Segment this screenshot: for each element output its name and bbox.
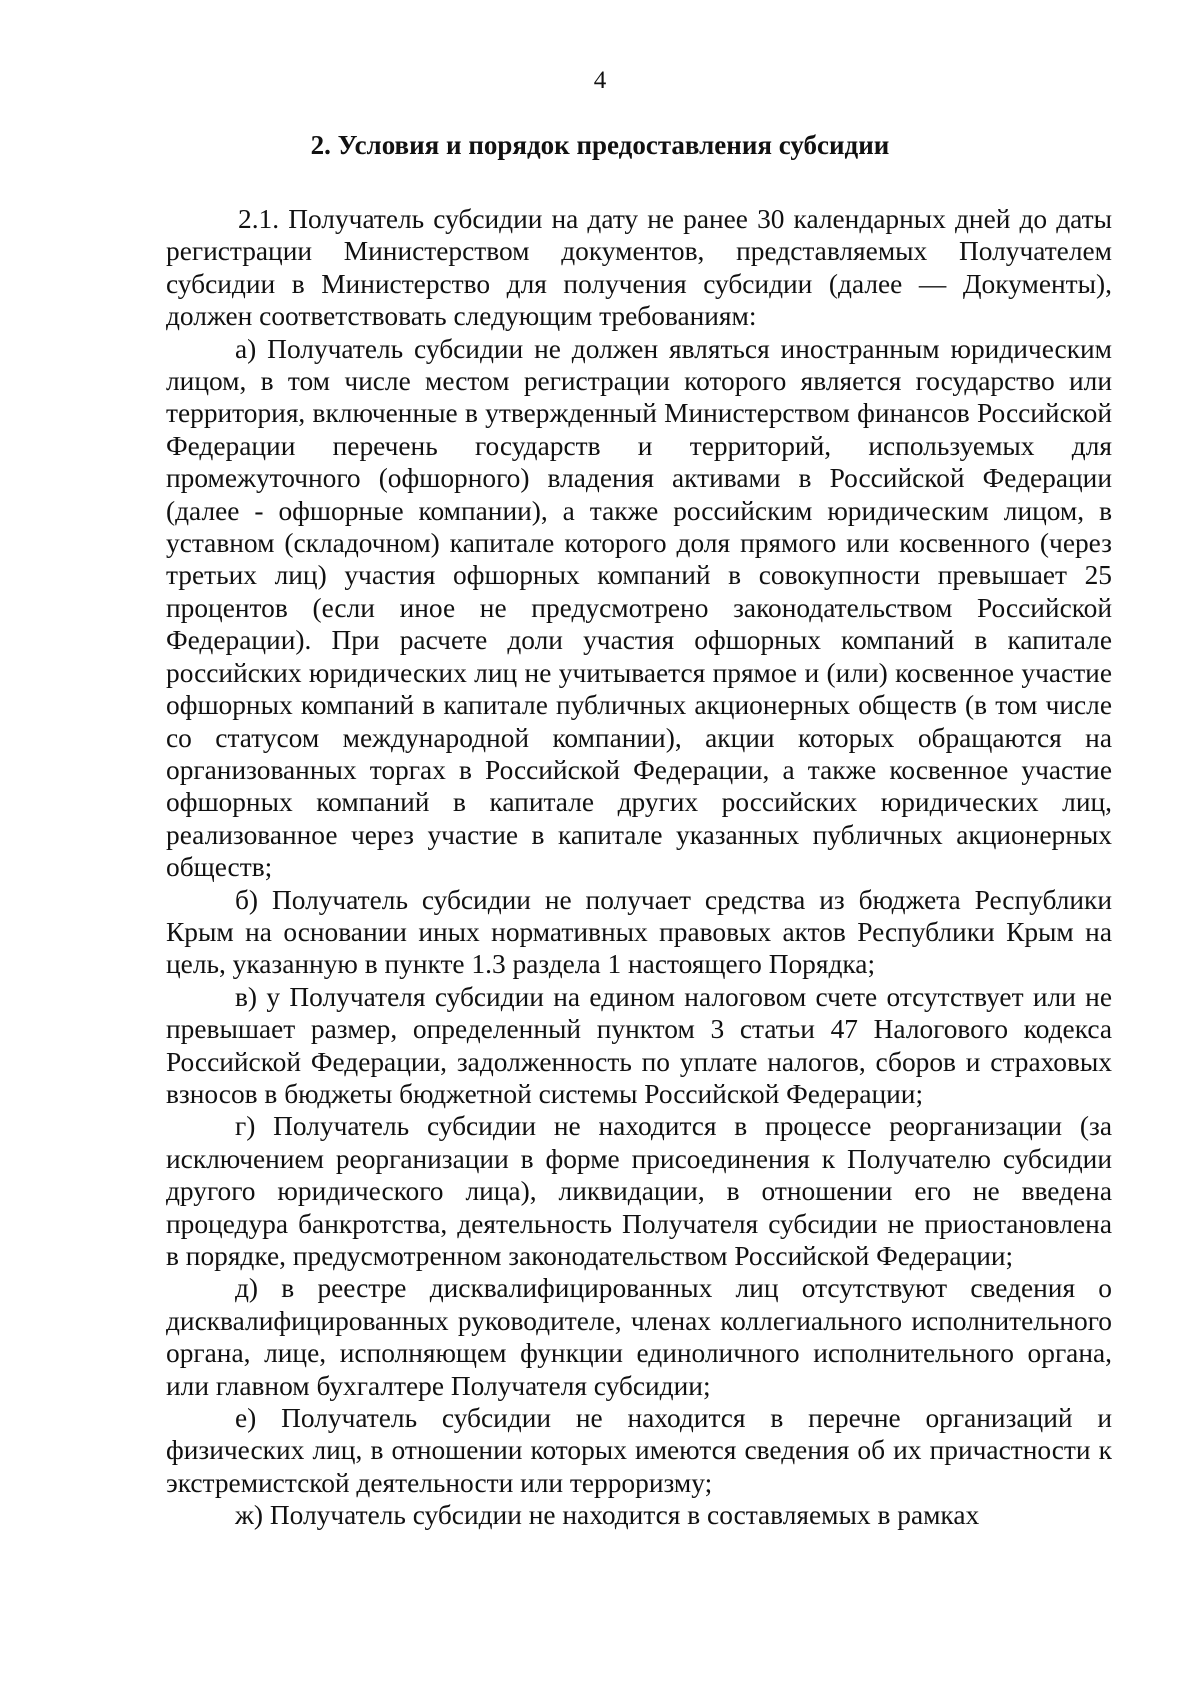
paragraph-item-g: г) Получатель субсидии не находится в процессе реорганизации (за исключением реорганизации в форме присоединения к Получателю субсидии другого юридического лица), ликвидации, в отношении его не введена процедура банкротства, деятельность Получателя субсидии не приостановлена в порядке, предусмотренном законодательством Российской Федерации; (166, 1111, 1112, 1271)
paragraph-item-d: д) в реестре дисквалифицированных лиц отсутствуют сведения о дисквалифицированных руководителе, членах коллегиального исполнительного органа, лице, исполняющем функции единоличного исполнительного органа, или главном бухгалтере Получателя субсидии; (166, 1273, 1112, 1401)
paragraph-item-b: б) Получатель субсидии не получает средства из бюджета Республики Крым на основании иных нормативных правовых актов Республики Крым на цель, указанную в пункте 1.3 раздела 1 настоящего Порядка; (166, 884, 1112, 980)
page-number: 4 (593, 67, 607, 94)
document-body (166, 203, 1112, 1532)
paragraph-item-zh: ж) Получатель субсидии не находится в составляемых в рамках (235, 1500, 980, 1531)
section-heading: 2. Условия и порядок предоставления субсидии (310, 130, 890, 160)
paragraph-2-1: 2.1. Получатель субсидии на дату не ранее 30 календарных дней до даты регистрации Министерством документов, представляемых Получателем субсидии в Министерство для получения субсидии (далее — Документы), должен соответствовать следующим требованиям: (166, 204, 1112, 332)
paragraph-item-e: е) Получатель субсидии не находится в перечне организаций и физических лиц, в отношении которых имеются сведения об их причастности к экстремистской деятельности или терроризму; (166, 1403, 1112, 1498)
paragraph-item-a: а) Получатель субсидии не должен являться иностранным юридическим лицом, в том числе местом регистрации которого является государство или территория, включенные в утвержденный Министерством финансов Российской Федерации перечень государств и территорий, используемых для промежуточного (офшорного) владения активами в Российской Федерации (далее - офшорные компании), а также российским юридическим лицом, в уставном (складочном) капитале которого доля прямого или косвенного (через третьих лиц) участия офшорных компаний в совокупности превышает 25 процентов (если иное не предусмотрено законодательством Российской Федерации). При расчете доли участия офшорных компаний в капитале российских юридических лиц не учитывается прямое и (или) косвенное участие офшорных компаний в капитале публичных акционерных обществ (в том числе со статусом международной компании), акции которых обращаются на организованных торгах в Российской Федерации, а также косвенное участие офшорных компаний в капитале других российских юридических лиц, реализованное через участие в капитале указанных публичных акционерных обществ; (166, 333, 1112, 883)
paragraph-item-v: в) у Получателя субсидии на едином налоговом счете отсутствует или не превышает размер, определенный пунктом 3 статьи 47 Налогового кодекса Российской Федерации, задолженность по уплате налогов, сборов и страховых взносов в бюджеты бюджетной системы Российской Федерации; (166, 981, 1112, 1109)
